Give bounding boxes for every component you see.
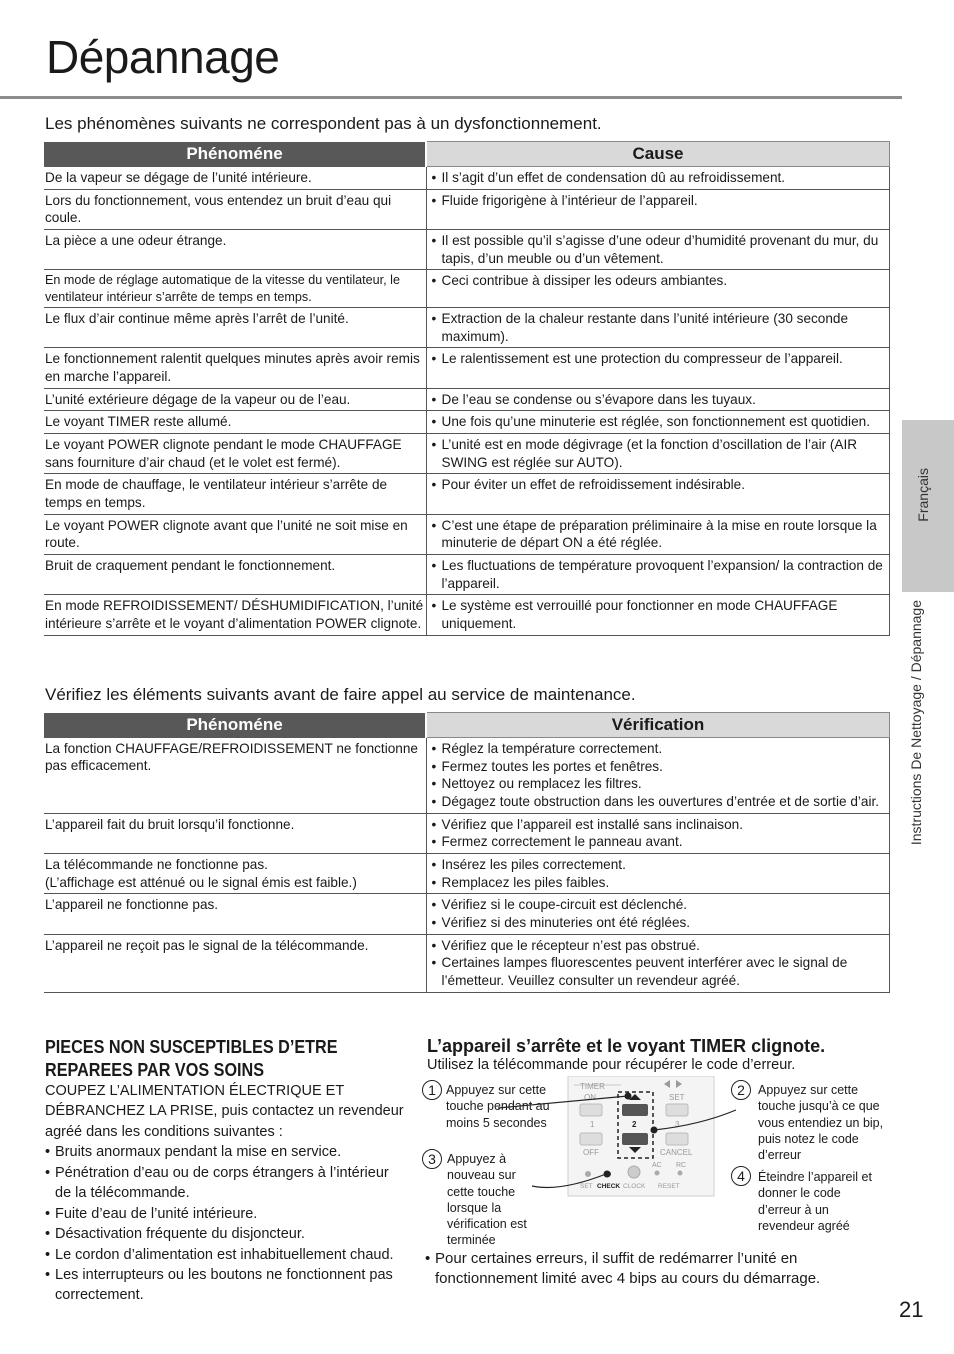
remote-label-check: CHECK — [597, 1183, 621, 1190]
table1-intro: Les phénomènes suivants ne correspondent pas à un dysfonctionnement. — [45, 114, 602, 133]
phenomenon-cell: Le flux d’air continue même après l’arrêt de l’unité. — [44, 308, 426, 348]
phenomenon-cell: Le voyant POWER clignote avant que l’unité ne soit mise en route. — [44, 514, 426, 554]
remote-label-3: 3 — [675, 1120, 680, 1129]
section-tab-label: Instructions De Nettoyage / Dépannage — [908, 600, 924, 846]
phenomenon-cell: L’appareil ne reçoit pas le signal de la télécommande. — [44, 934, 426, 992]
bullet-item: • Réglez la température correctement. — [432, 740, 889, 758]
bullet-item: • De l’eau se condense ou s’évapore dans les tuyaux. — [432, 391, 889, 409]
bullet-item: • Nettoyez ou remplacez les filtres. — [432, 775, 889, 793]
phenomenon-cell: L’appareil ne fonctionne pas. — [44, 894, 426, 934]
step-text: Appuyez sur cette touche pendant au moins 5 secondes — [446, 1083, 550, 1130]
bullet-item: • Vérifiez que l’appareil est installé sans inclinaison. — [432, 816, 889, 834]
phenomenon-cell: L’appareil fait du bruit lorsqu’il fonctionne. — [44, 813, 426, 853]
remote-label-ac: AC — [652, 1162, 662, 1169]
phenomenon-cell: Le voyant TIMER reste allumé. — [44, 411, 426, 434]
column-header-cause: Cause — [426, 142, 890, 167]
step-text: Éteindre l’appareil et donner le code d’erreur à un revendeur agréé — [758, 1170, 872, 1233]
phenomenon-cell: La pièce a une odeur étrange. — [44, 230, 426, 270]
phenomenon-cell: Le fonctionnement ralentit quelques minutes après avoir remis en marche l’appareil. — [44, 348, 426, 388]
remote-label-clock: CLOCK — [623, 1183, 646, 1190]
column-header-verification: Vérification — [426, 713, 890, 738]
list-item: • Fuite d’eau de l’unité intérieure. — [45, 1204, 405, 1224]
step-text: Appuyez à nouveau sur cette touche lorsque la vérification est terminée — [447, 1152, 527, 1248]
page-number: 21 — [899, 1297, 924, 1322]
phenomenon-cell: En mode de réglage automatique de la vitesse du ventilateur, le ventilateur intérieur s’arrête de temps en temps. — [44, 270, 426, 308]
bullet-item: • C’est une étape de préparation préliminaire à la mise en route lorsque la minuterie de départ ON a été réglée. — [432, 517, 889, 552]
step-text: Appuyez sur cette touche jusqu’à ce que vous entendiez un bip, puis notez le code d’erreur — [758, 1083, 884, 1162]
bullet-item: • Une fois qu’une minuterie est réglée, son fonctionnement est quotidien. — [432, 413, 889, 431]
bullet-item: • Fermez correctement le panneau avant. — [432, 833, 889, 851]
remote-label-off: OFF — [583, 1148, 599, 1157]
column-header-phenomenon: Phénoméne — [44, 142, 426, 167]
bullet-item: • Il s’agit d’un effet de condensation dû au refroidissement. — [432, 169, 889, 187]
bullet-item: • Extraction de la chaleur restante dans l’unité intérieure (30 seconde maximum). — [432, 310, 889, 345]
timer-subtitle: Utilisez la télécommande pour récupérer le code d’erreur. — [427, 1057, 796, 1073]
timer-title: L’appareil s’arrête et le voyant TIMER clignote. — [427, 1036, 826, 1056]
bullet-item: • Remplacez les piles faibles. — [432, 874, 889, 892]
list-item: • Le cordon d’alimentation est inhabituellement chaud. — [45, 1245, 405, 1265]
step-number: 3 — [422, 1149, 442, 1169]
column-header-phenomenon: Phénoméne — [44, 713, 426, 738]
page-title: Dépannage — [46, 31, 280, 83]
phenomenon-cell: Lors du fonctionnement, vous entendez un bruit d’eau qui coule. — [44, 189, 426, 229]
remote-label-on: ON — [584, 1093, 596, 1102]
language-tab-label: Français — [915, 468, 931, 522]
phenomenon-cell: En mode de chauffage, le ventilateur intérieur s’arrête de temps en temps. — [44, 474, 426, 514]
bullet-item: • Les fluctuations de température provoquent l’expansion/ la contraction de l’appareil. — [432, 557, 889, 592]
phenomenon-cell: La fonction CHAUFFAGE/REFROIDISSEMENT ne fonctionne pas efficacement. — [44, 738, 426, 814]
remote-label-set: SET — [580, 1183, 593, 1190]
bullet-item: • Vérifiez que le récepteur n’est pas obstrué. — [432, 937, 889, 955]
bullet-item: • Fluide frigorigène à l’intérieur de l’appareil. — [432, 192, 889, 210]
bullet-item: • Ceci contribue à dissiper les odeurs ambiantes. — [432, 272, 889, 290]
bullet-item: • Dégagez toute obstruction dans les ouvertures d’entrée et de sortie d’air. — [432, 793, 889, 811]
list-item: • Désactivation fréquente du disjoncteur. — [45, 1224, 405, 1244]
phenomenon-cell: Le voyant POWER clignote pendant le mode CHAUFFAGE sans fourniture d’air chaud (et le volet est fermé). — [44, 434, 426, 474]
remote-label-timer: TIMER — [580, 1082, 605, 1091]
bullet-item: • Insérez les piles correctement. — [432, 856, 889, 874]
remote-label-set: SET — [669, 1093, 685, 1102]
phenomenon-cell: Bruit de craquement pendant le fonctionnement. — [44, 555, 426, 595]
bullet-item: • Vérifiez si le coupe-circuit est déclenché. — [432, 896, 889, 914]
bullet-item: • Pour éviter un effet de refroidissement indésirable. — [432, 476, 889, 494]
list-item: • Bruits anormaux pendant la mise en service. — [45, 1142, 405, 1162]
phenomenon-cell: L’unité extérieure dégage de la vapeur ou de l’eau. — [44, 388, 426, 411]
bullet-item: • Le système est verrouillé pour fonctionner en mode CHAUFFAGE uniquement. — [432, 597, 889, 632]
phenomenon-cell: De la vapeur se dégage de l’unité intérieure. — [44, 167, 426, 190]
step-number: 2 — [731, 1080, 751, 1100]
remote-label-2: 2 — [632, 1120, 637, 1129]
timer-note: • Pour certaines erreurs, il suffit de redémarrer l’unité en fonctionnement limité avec 4 bips au cours du démarrage. — [425, 1249, 895, 1290]
remote-label-rc: RC — [676, 1162, 687, 1169]
pieces-intro: COUPEZ L’ALIMENTATION ÉLECTRIQUE ET DÉBRANCHEZ LA PRISE, puis contactez un revendeur agréé dans les conditions suivantes : — [45, 1083, 404, 1140]
pieces-title: PIECES NON SUSCEPTIBLES D’ETRE REPAREES PAR VOS SOINS — [45, 1037, 338, 1080]
bullet-item: • L’unité est en mode dégivrage (et la fonction d’oscillation de l’air (AIR SWING est réglée sur AUTO). — [432, 436, 889, 471]
remote-label-reset: RESET — [658, 1183, 680, 1190]
bullet-item: • Le ralentissement est une protection du compresseur de l’appareil. — [432, 350, 889, 368]
remote-label-cancel: CANCEL — [660, 1148, 693, 1157]
remote-label-1: 1 — [590, 1120, 595, 1129]
bullet-item: • Fermez toutes les portes et fenêtres. — [432, 758, 889, 776]
bullet-item: • Il est possible qu’il s’agisse d’une odeur d’humidité provenant du mur, du tapis, d’un meuble ou d’un vêtement. — [432, 232, 889, 267]
phenomenon-cell: La télécommande ne fonctionne pas. (L’affichage est atténué ou le signal émis est faible.) — [44, 854, 426, 894]
bullet-item: • Vérifiez si des minuteries ont été réglées. — [432, 914, 889, 932]
step-number: 1 — [422, 1080, 442, 1100]
phenomenon-cell: En mode REFROIDISSEMENT/ DÉSHUMIDIFICATION, l’unité intérieure s’arrête et le voyant d’alimentation POWER clignote. — [44, 595, 426, 635]
list-item: • Pénétration d’eau ou de corps étrangers à l’intérieur de la télécommande. — [45, 1163, 405, 1204]
step-number: 4 — [731, 1166, 751, 1186]
table2-intro: Vérifiez les éléments suivants avant de faire appel au service de maintenance. — [45, 685, 636, 704]
bullet-item: • Certaines lampes fluorescentes peuvent interférer avec le signal de l’émetteur. Veuillez consulter un revendeur agréé. — [432, 954, 889, 989]
list-item: • Les interrupteurs ou les boutons ne fonctionnent pas correctement. — [45, 1265, 405, 1306]
